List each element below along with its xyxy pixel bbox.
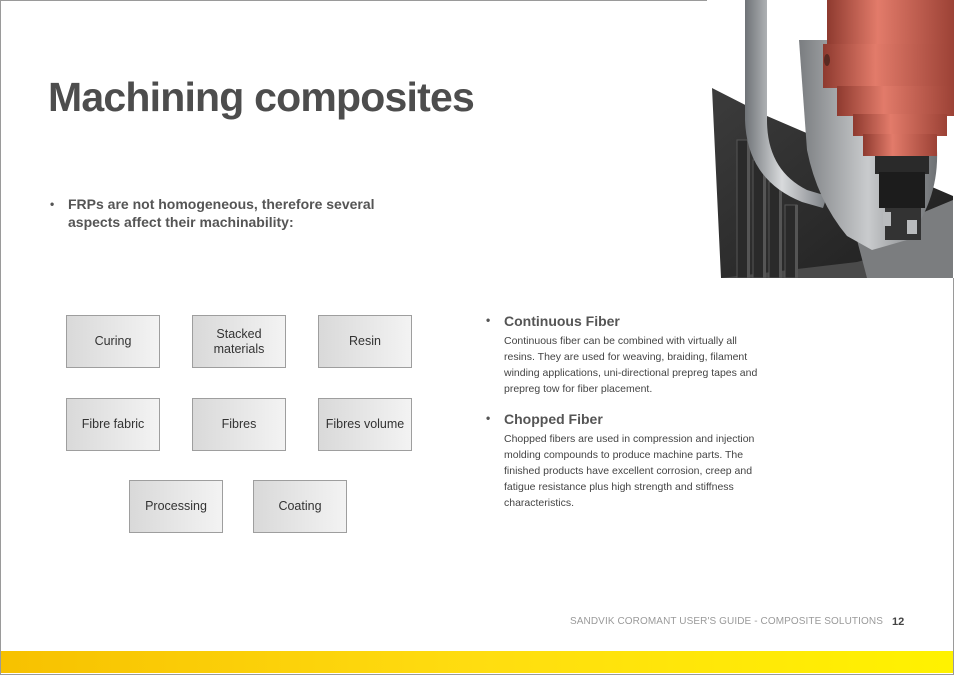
factor-box-fibres-volume: Fibres volume [318, 398, 412, 451]
section-body: Continuous fiber can be combined with virtually all resins. They are used for weaving, braiding, filament winding applications, uni-directional prepreg tapes and prepreg tow for fiber placement. [504, 335, 758, 395]
factor-box-fibres: Fibres [192, 398, 286, 451]
section-continuous-fiber [486, 313, 776, 397]
section-chopped-fiber [486, 411, 776, 511]
footer-accent-bar [1, 651, 953, 673]
section-heading [486, 313, 776, 329]
section-heading-text: Continuous Fiber [504, 313, 620, 329]
factor-box-stacked-materials: Stacked materials [192, 315, 286, 368]
milling-tool-photo [707, 0, 954, 278]
factor-box-resin: Resin [318, 315, 412, 368]
footer-guide-title: SANDVIK COROMANT USER'S GUIDE - COMPOSITE SOLUTIONS [570, 616, 883, 627]
intro-bullet [50, 195, 380, 231]
bullet-dot: • [50, 197, 55, 211]
section-heading-text: Chopped Fiber [504, 411, 603, 427]
section-heading [486, 411, 776, 427]
page-title: Machining composites [48, 74, 474, 120]
intro-text: FRPs are not homogeneous, therefore several aspects affect their machinability: [68, 196, 375, 230]
bullet-dot: • [486, 313, 491, 327]
milling-tool-illustration [707, 0, 954, 278]
page-number: 12 [892, 616, 905, 628]
bullet-dot: • [486, 411, 491, 425]
section-body: Chopped fibers are used in compression and injection molding compounds to produce machine parts. The finished products have excellent corrosion, creep and fatigue resistance plus high strength and stiffness characteristics. [504, 433, 755, 509]
factor-box-fibre-fabric: Fibre fabric [66, 398, 160, 451]
factor-box-coating: Coating [253, 480, 347, 533]
factor-box-curing: Curing [66, 315, 160, 368]
factor-box-processing: Processing [129, 480, 223, 533]
